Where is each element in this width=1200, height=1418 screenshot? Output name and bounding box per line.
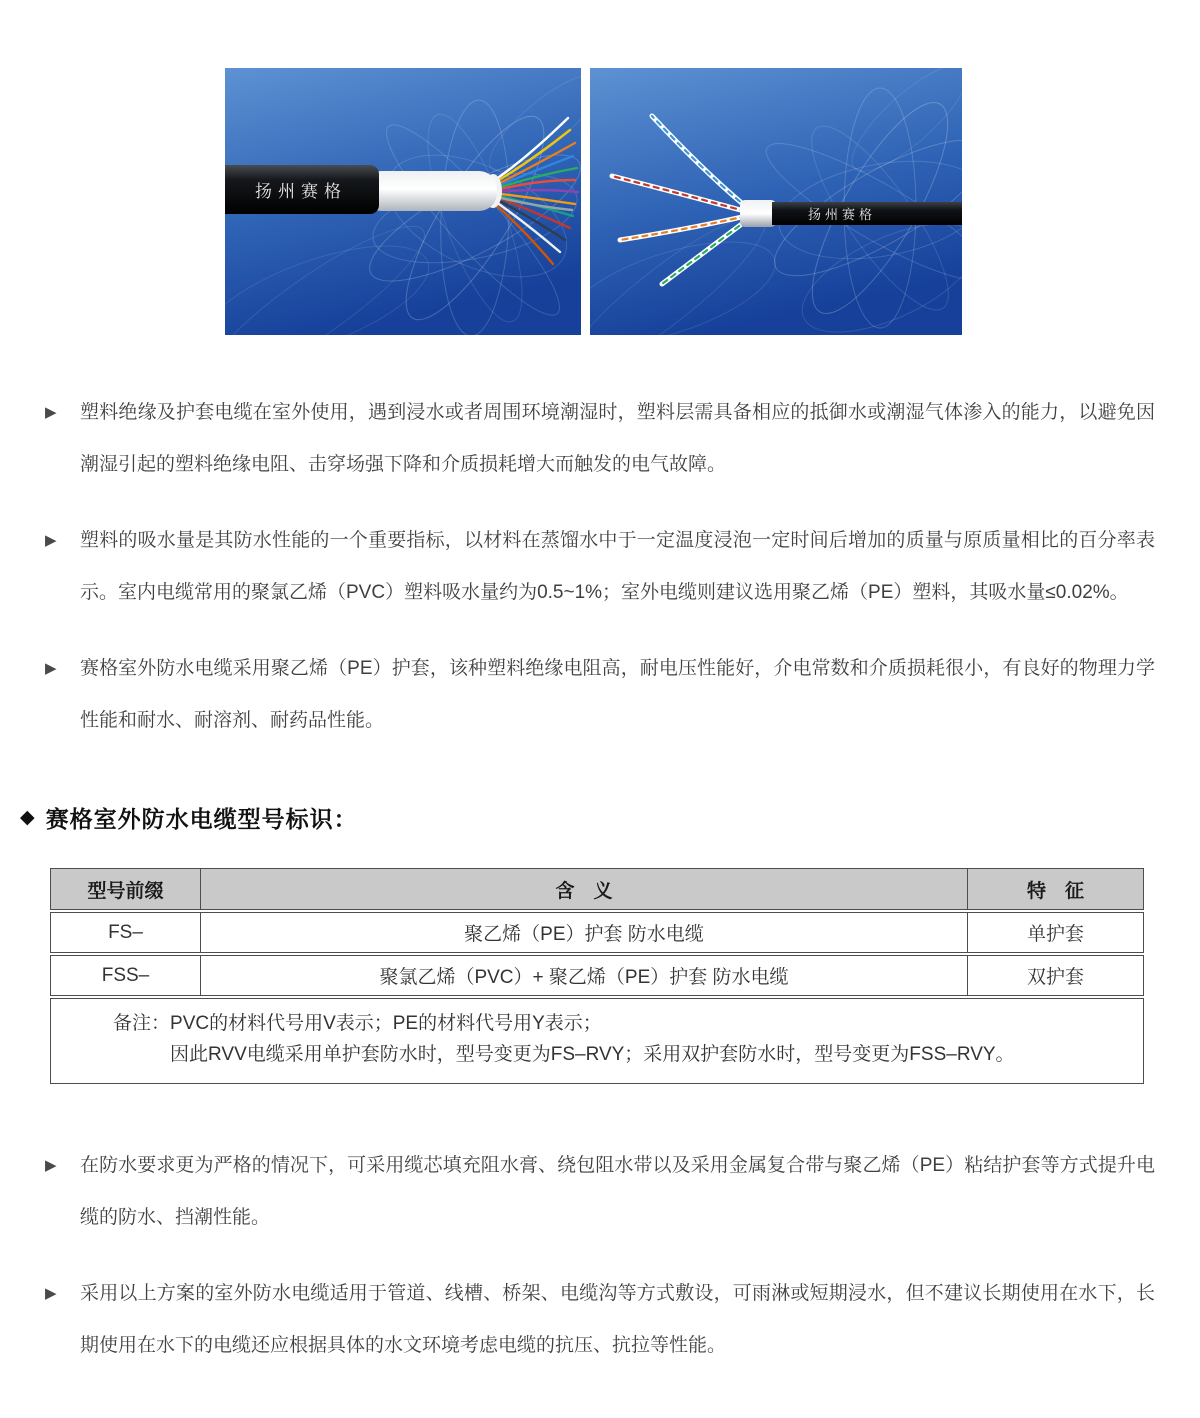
section-title: 赛格室外防水电缆型号标识： bbox=[45, 806, 358, 832]
bullet-text: 采用以上方案的室外防水电缆适用于管道、线槽、桥架、电缆沟等方式敷设，可雨淋或短期浸水，但不建议长期使用在水下，长期使用在水下的电缆还应根据具体的水文环境考虑电缆的抗压、抗拉等性能。 bbox=[80, 1283, 1155, 1356]
section-heading bbox=[20, 801, 1200, 834]
cable-photo-right-graphic bbox=[590, 68, 962, 335]
cable-photo-left bbox=[225, 68, 581, 335]
table-row bbox=[50, 912, 1144, 953]
note-lines bbox=[170, 1008, 1129, 1070]
cell-meaning: 聚乙烯（PE）护套 防水电缆 bbox=[201, 913, 968, 952]
bullet-text: 赛格室外防水电缆采用聚乙烯（PE）护套，该种塑料绝缘电阻高，耐电压性能好，介电常数和介质损耗很小，有良好的物理力学性能和耐水、耐溶剂、耐药品性能。 bbox=[80, 658, 1155, 731]
bullet-item bbox=[45, 387, 1155, 491]
product-photos-row bbox=[225, 0, 1200, 335]
col-header-meaning: 含 义 bbox=[201, 869, 968, 909]
col-header-feature: 特 征 bbox=[1026, 880, 1084, 902]
table-note-row bbox=[50, 998, 1144, 1084]
cable-brand-label: 扬州赛格 bbox=[255, 182, 347, 201]
cell-prefix: FS– bbox=[51, 913, 201, 952]
bullet-text: 塑料绝缘及护套电缆在室外使用，遇到浸水或者周围环境潮湿时，塑料层需具备相应的抵御水或潮湿气体渗入的能力，以避免因潮湿引起的塑料绝缘电阻、击穿场强下降和介质损耗增大而触发的电气故障。 bbox=[80, 402, 1155, 475]
inner-sheath bbox=[363, 171, 497, 211]
note-label: 备注： bbox=[113, 1013, 171, 1034]
bullet-item bbox=[45, 643, 1155, 747]
bullet-item bbox=[45, 1140, 1155, 1244]
cable-photo-left-graphic bbox=[225, 68, 581, 335]
cable-photo-right bbox=[590, 68, 962, 335]
diamond-icon: ◆ bbox=[20, 807, 35, 828]
lower-bullet-list bbox=[0, 1140, 1200, 1372]
note-content bbox=[113, 1008, 1129, 1070]
triangle-bullet-icon: ▶ bbox=[45, 1157, 57, 1174]
triangle-bullet-icon: ▶ bbox=[45, 1285, 57, 1302]
triangle-bullet-icon: ▶ bbox=[45, 532, 57, 549]
cable-brand-label: 扬州赛格 bbox=[807, 207, 877, 222]
cell-prefix: FSS– bbox=[51, 956, 201, 995]
inner-sheath-stub bbox=[740, 200, 776, 227]
cell-feature: 单护套 bbox=[1026, 924, 1084, 945]
bullet-item bbox=[45, 1268, 1155, 1372]
cell-feature: 双护套 bbox=[1026, 967, 1084, 988]
upper-bullet-list bbox=[0, 387, 1200, 747]
col-header-prefix: 型号前缀 bbox=[51, 869, 201, 909]
model-id-table bbox=[50, 868, 1144, 1084]
bullet-text: 在防水要求更为严格的情况下，可采用缆芯填充阻水膏、绕包阻水带以及采用金属复合带与聚乙烯（PE）粘结护套等方式提升电缆的防水、挡潮性能。 bbox=[80, 1155, 1155, 1228]
triangle-bullet-icon: ▶ bbox=[45, 404, 57, 421]
note-line-2: 因此RVV电缆采用单护套防水时，型号变更为FS–RVY；采用双护套防水时，型号变更为FSS–RVY。 bbox=[170, 1044, 1015, 1065]
note-line-1: PVC的材料代号用V表示；PE的材料代号用Y表示； bbox=[170, 1013, 602, 1034]
table-header-row bbox=[50, 868, 1144, 910]
cell-meaning: 聚氯乙烯（PVC）+ 聚乙烯（PE）护套 防水电缆 bbox=[201, 956, 968, 995]
triangle-bullet-icon: ▶ bbox=[45, 660, 57, 677]
table-row bbox=[50, 955, 1144, 996]
bullet-text: 塑料的吸水量是其防水性能的一个重要指标，以材料在蒸馏水中于一定温度浸泡一定时间后增加的质量与原质量相比的百分率表示。室内电缆常用的聚氯乙烯（PVC）塑料吸水量约为0.5~1%；室外电缆则建议选用聚乙烯（PE）塑料，其吸水量≤0.02%。 bbox=[80, 530, 1155, 603]
bullet-item bbox=[45, 515, 1155, 619]
